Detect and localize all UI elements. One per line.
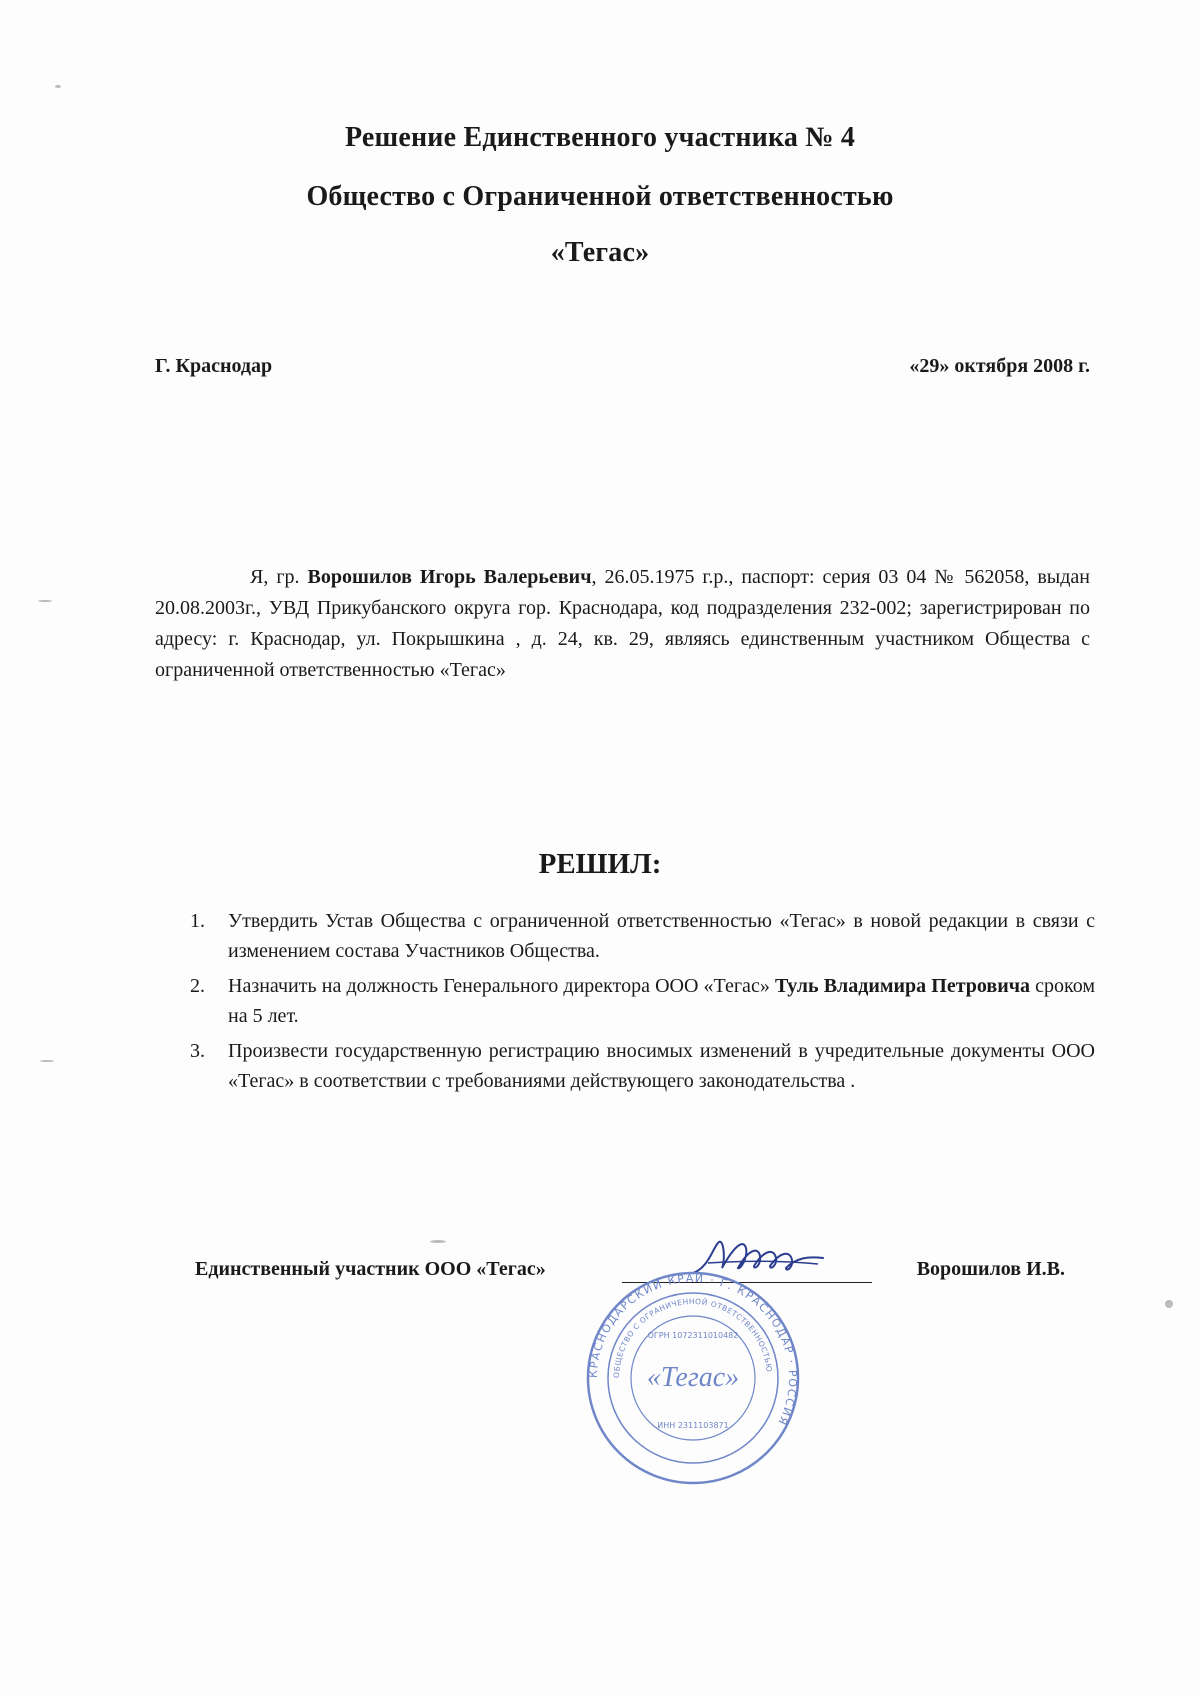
decision-text-before: Назначить на должность Генерального директора ООО «Тегас» [228,975,775,997]
signer-name: Ворошилов И.В. [916,1258,1065,1280]
decision-text-after: сроком на 5 лет. [228,975,1096,1027]
decision-number: 3. [190,1040,205,1062]
decision-text: Произвести государственную регистрацию вносимых изменений в учредительные документы ООО «Тегас» в соответствии с требованиями действующего законодательства . [228,1040,1095,1092]
stamp-outer-text: КРАСНОДАРСКИЙ КРАЙ · Г. КРАСНОДАР · РОССИЯ [586,1271,800,1429]
director-name: Туль Владимира Петровича [774,975,1031,997]
decision-item [190,971,1095,1031]
decision-item [190,1036,1095,1096]
stamp-ogrn: ОГРН 1072311010482 [647,1331,739,1340]
stamp-inn: ИНН 2311103871 [657,1421,729,1430]
document-title: Решение Единственного участника № 4 [344,122,856,153]
participant-name: Ворошилов Игорь Валерьевич [307,566,592,588]
scan-speck [1165,1300,1173,1308]
scan-speck [55,85,61,88]
decision-number: 2. [190,975,205,997]
decision-text: Утвердить Устав Общества с ограниченной ответственностью «Тегас» в новой редакции в связи с изменением состава Участников Общества. [228,910,1095,962]
scan-speck [38,600,52,602]
decision-list [190,906,1095,1101]
intro-paragraph [155,562,1090,686]
stamp-inner-text: ОБЩЕСТВО С ОГРАНИЧЕННОЙ ОТВЕТСТВЕННОСТЬЮ [611,1296,774,1379]
company-type-line: Общество с Ограниченной ответственностью [306,181,894,212]
scan-speck [40,1060,54,1062]
city-label: Г. Краснодар [155,355,273,377]
intro-prefix: Я, гр. [250,566,308,588]
date-label: «29» октября 2008 г. [909,355,1090,377]
company-name-line: «Тегас» [550,237,650,268]
stamp-center-text: «Тегас» [646,1362,740,1393]
scan-speck [430,1240,446,1243]
intro-body: , 26.05.1975 г.р., паспорт: серия 03 04 № 562058, выдан 20.08.2003г., УВД Прикубанского округа гор. Краснодара, код подразделения 232-002; зарегистрирован по адресу: г. Краснодар, ул. Покрышкина , д. 24, кв. 29, являясь единственным участником Общества с ограниченной ответственностью «Тегас» [155,566,1090,681]
company-stamp [583,1268,803,1488]
decision-number: 1. [190,910,205,932]
signer-role: Единственный участник ООО «Тегас» [195,1258,546,1280]
decision-item [190,906,1095,966]
decision-heading: РЕШИЛ: [538,848,662,880]
